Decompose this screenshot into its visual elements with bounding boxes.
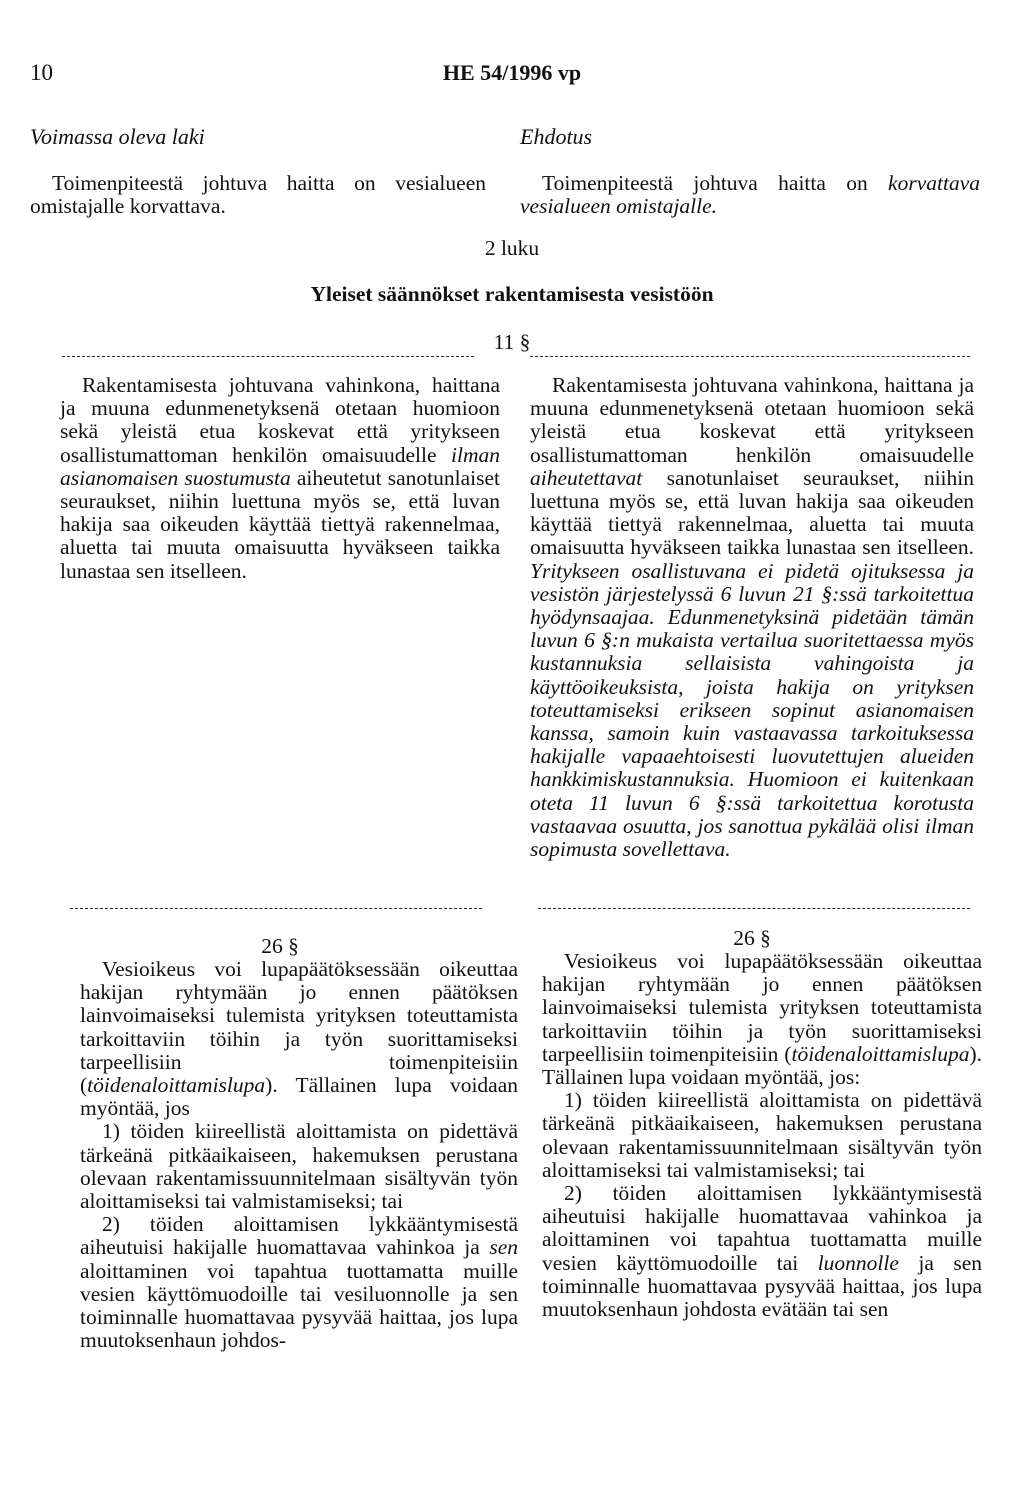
s11-right-text-2: sanotunlaiset seuraukset, niihin luettuna myös se, että luvan hakija saa oikeuden käyttää tiettyä rakennelmaa, aluetta tai muuta omaisuutta hyväkseen taikka lunastaa sen itselleen. — [530, 465, 974, 560]
section-26-right-column — [542, 950, 982, 1321]
right-column-heading: Ehdotus — [520, 124, 593, 149]
s26-left-item-2 — [80, 1213, 518, 1352]
left-intro-paragraph — [30, 172, 486, 218]
omission-divider-left-2 — [70, 908, 482, 909]
s11-right-italic-2: Yritykseen osallistuvana ei pidetä ojituksessa ja vesistön järjestelyssä 6 luvun 21 §:ssä tarkoitettua hyödynsaajaa. Edunmenetyksinä pidetään tämän luvun 6 §:n mukaista vertailua suoritettaessa myös kustannuksia sellaisista vahingoista ja käyttöoikeuksista, joista hakija on yrityksen toteuttamiseksi erikseen sopinut asianomaisen kanssa, samoin kuin vastaavassa tarkoituksessa hakijalle vapaaehtoisesti luovutettujen alueiden hankkimiskustannuksia. Huomioon ei kuitenkaan oteta 11 luvun 6 §:ssä tarkoitettua korotusta vastaavaa osuutta, jos sanottua pykälää olisi ilman sopimusta sovellettava. — [530, 558, 974, 862]
document-id: HE 54/1996 vp — [442, 60, 582, 85]
section-11-heading: 11 § — [493, 330, 531, 354]
s11-right-text-1: Rakentamisesta johtuvana vahinkona, haittana ja muuna edunmenetyksenä otetaan huomioon sekä yleistä etua koskevat että yritykseen osallistumattoman henkilön omaisuudelle — [530, 373, 974, 467]
omission-divider-left — [62, 356, 474, 357]
chapter-title: Yleiset säännökset rakentamisesta vesistöön — [310, 282, 714, 306]
omission-divider-right-2 — [538, 908, 970, 909]
s26-right-intro-b: ). Tällainen lupa voidaan myöntää, jos: — [542, 1041, 982, 1090]
section-26-left-column — [80, 958, 518, 1352]
left-column-heading: Voimassa oleva laki — [30, 124, 205, 149]
section-11-left-paragraph — [60, 374, 500, 583]
omission-divider-right — [530, 356, 970, 357]
s26-left-intro — [80, 958, 518, 1120]
section-26-heading-right: 26 § — [733, 926, 771, 950]
s26-left-item2-a: 2) töiden aloittamisen lykkääntymisestä aiheutuisi hakijalle huomattavaa vahinkoa ja — [80, 1212, 518, 1260]
s26-right-intro-italic: töidenaloittamislupa — [791, 1041, 970, 1066]
section-26-heading-left: 26 § — [261, 934, 299, 958]
section-11-right-paragraph — [530, 374, 974, 861]
s26-right-item2-italic: luonnolle — [817, 1250, 899, 1275]
s11-left-text-2: aiheutetut sanotunlaiset seuraukset, niihin luettuna myös se, että luvan hakija saa oikeuden käyttää tiettyä rakennelmaa, aluetta tai muuta omaisuutta hyväkseen taikka lunastaa sen itselleen. — [60, 465, 501, 583]
right-intro-text: Toimenpiteestä johtuva haitta on — [542, 171, 889, 195]
right-intro-paragraph — [520, 172, 980, 218]
s26-left-intro-b: ). Tällainen lupa voidaan myöntää, jos — [80, 1073, 518, 1121]
chapter-number: 2 luku — [484, 236, 540, 260]
s26-right-item2-a: 2) töiden aloittamisen lykkääntymisestä aiheutuisi hakijalle huomattavaa vahinkoa ja aloittaminen voi tapahtua tuottamatta muille vesien käyttömuodoille tai — [542, 1181, 982, 1275]
s26-left-item2-b: aloittaminen voi tapahtua tuottamatta muille vesien käyttömuodoille tai vesiluonnolle ja sen toiminnalle huomattavaa pysyvää haittaa, jos lupa muutoksenhaun johdos- — [80, 1258, 518, 1353]
s11-left-text-1: Rakentamisesta johtuvana vahinkona, haittana ja muuna edunmenetyksenä otetaan huomioon sekä yleistä etua koskevat että yritykseen osallistumattoman henkilön omaisuudelle — [60, 373, 500, 467]
s26-left-item-1: 1) töiden kiireellistä aloittamista on pidettävä tärkeänä pitkäaikaiseen, hakemuksen perustana olevaan rakentamissuunnitelmaan sisältyvän työn aloittamiseksi tai valmistamiseksi; tai — [80, 1119, 518, 1214]
s26-right-item-1: 1) töiden kiireellistä aloittamista on pidettävä tärkeänä pitkäaikaiseen, hakemuksen perustana olevaan rakentamissuunnitelmaan sisältyvän työn aloittamiseksi tai valmistamiseksi; tai — [542, 1088, 982, 1182]
s26-left-intro-a: Vesioikeus voi lupapäätöksessään oikeuttaa hakijan ryhtymään jo ennen päätöksen lainvoimaiseksi tulemista yrityksen toteuttamista tarkoittaviin töihin ja työn suorittamiseksi tarpeellisiin toimenpiteisiin ( — [80, 957, 518, 1098]
s26-right-intro — [542, 950, 982, 1089]
s11-left-italic: ilman asianomaisen suostumusta — [60, 442, 500, 490]
s26-right-item-2 — [542, 1182, 982, 1321]
s26-left-intro-italic: töidenaloittamislupa — [87, 1073, 266, 1098]
page-number: 10 — [30, 60, 53, 85]
left-intro-text: Toimenpiteestä johtuva haitta on vesialueen omistajalle korvattava. — [30, 171, 486, 219]
s26-left-item2-italic: sen — [489, 1235, 518, 1260]
right-intro-italic: korvattava vesialueen omistajalle. — [520, 171, 980, 219]
s26-right-item2-b: ja sen toiminnalle huomattavaa pysyvää haittaa, jos lupa muutoksenhaun johdosta evätään tai sen — [542, 1250, 982, 1322]
s26-right-intro-a: Vesioikeus voi lupapäätöksessään oikeuttaa hakijan ryhtymään jo ennen päätöksen lainvoimaiseksi tulemista yrityksen toteuttamista tarkoittaviin töihin ja työn suorittamiseksi tarpeellisiin toimenpiteisiin ( — [542, 949, 982, 1066]
s11-right-italic-1: aiheutettavat — [530, 465, 643, 490]
